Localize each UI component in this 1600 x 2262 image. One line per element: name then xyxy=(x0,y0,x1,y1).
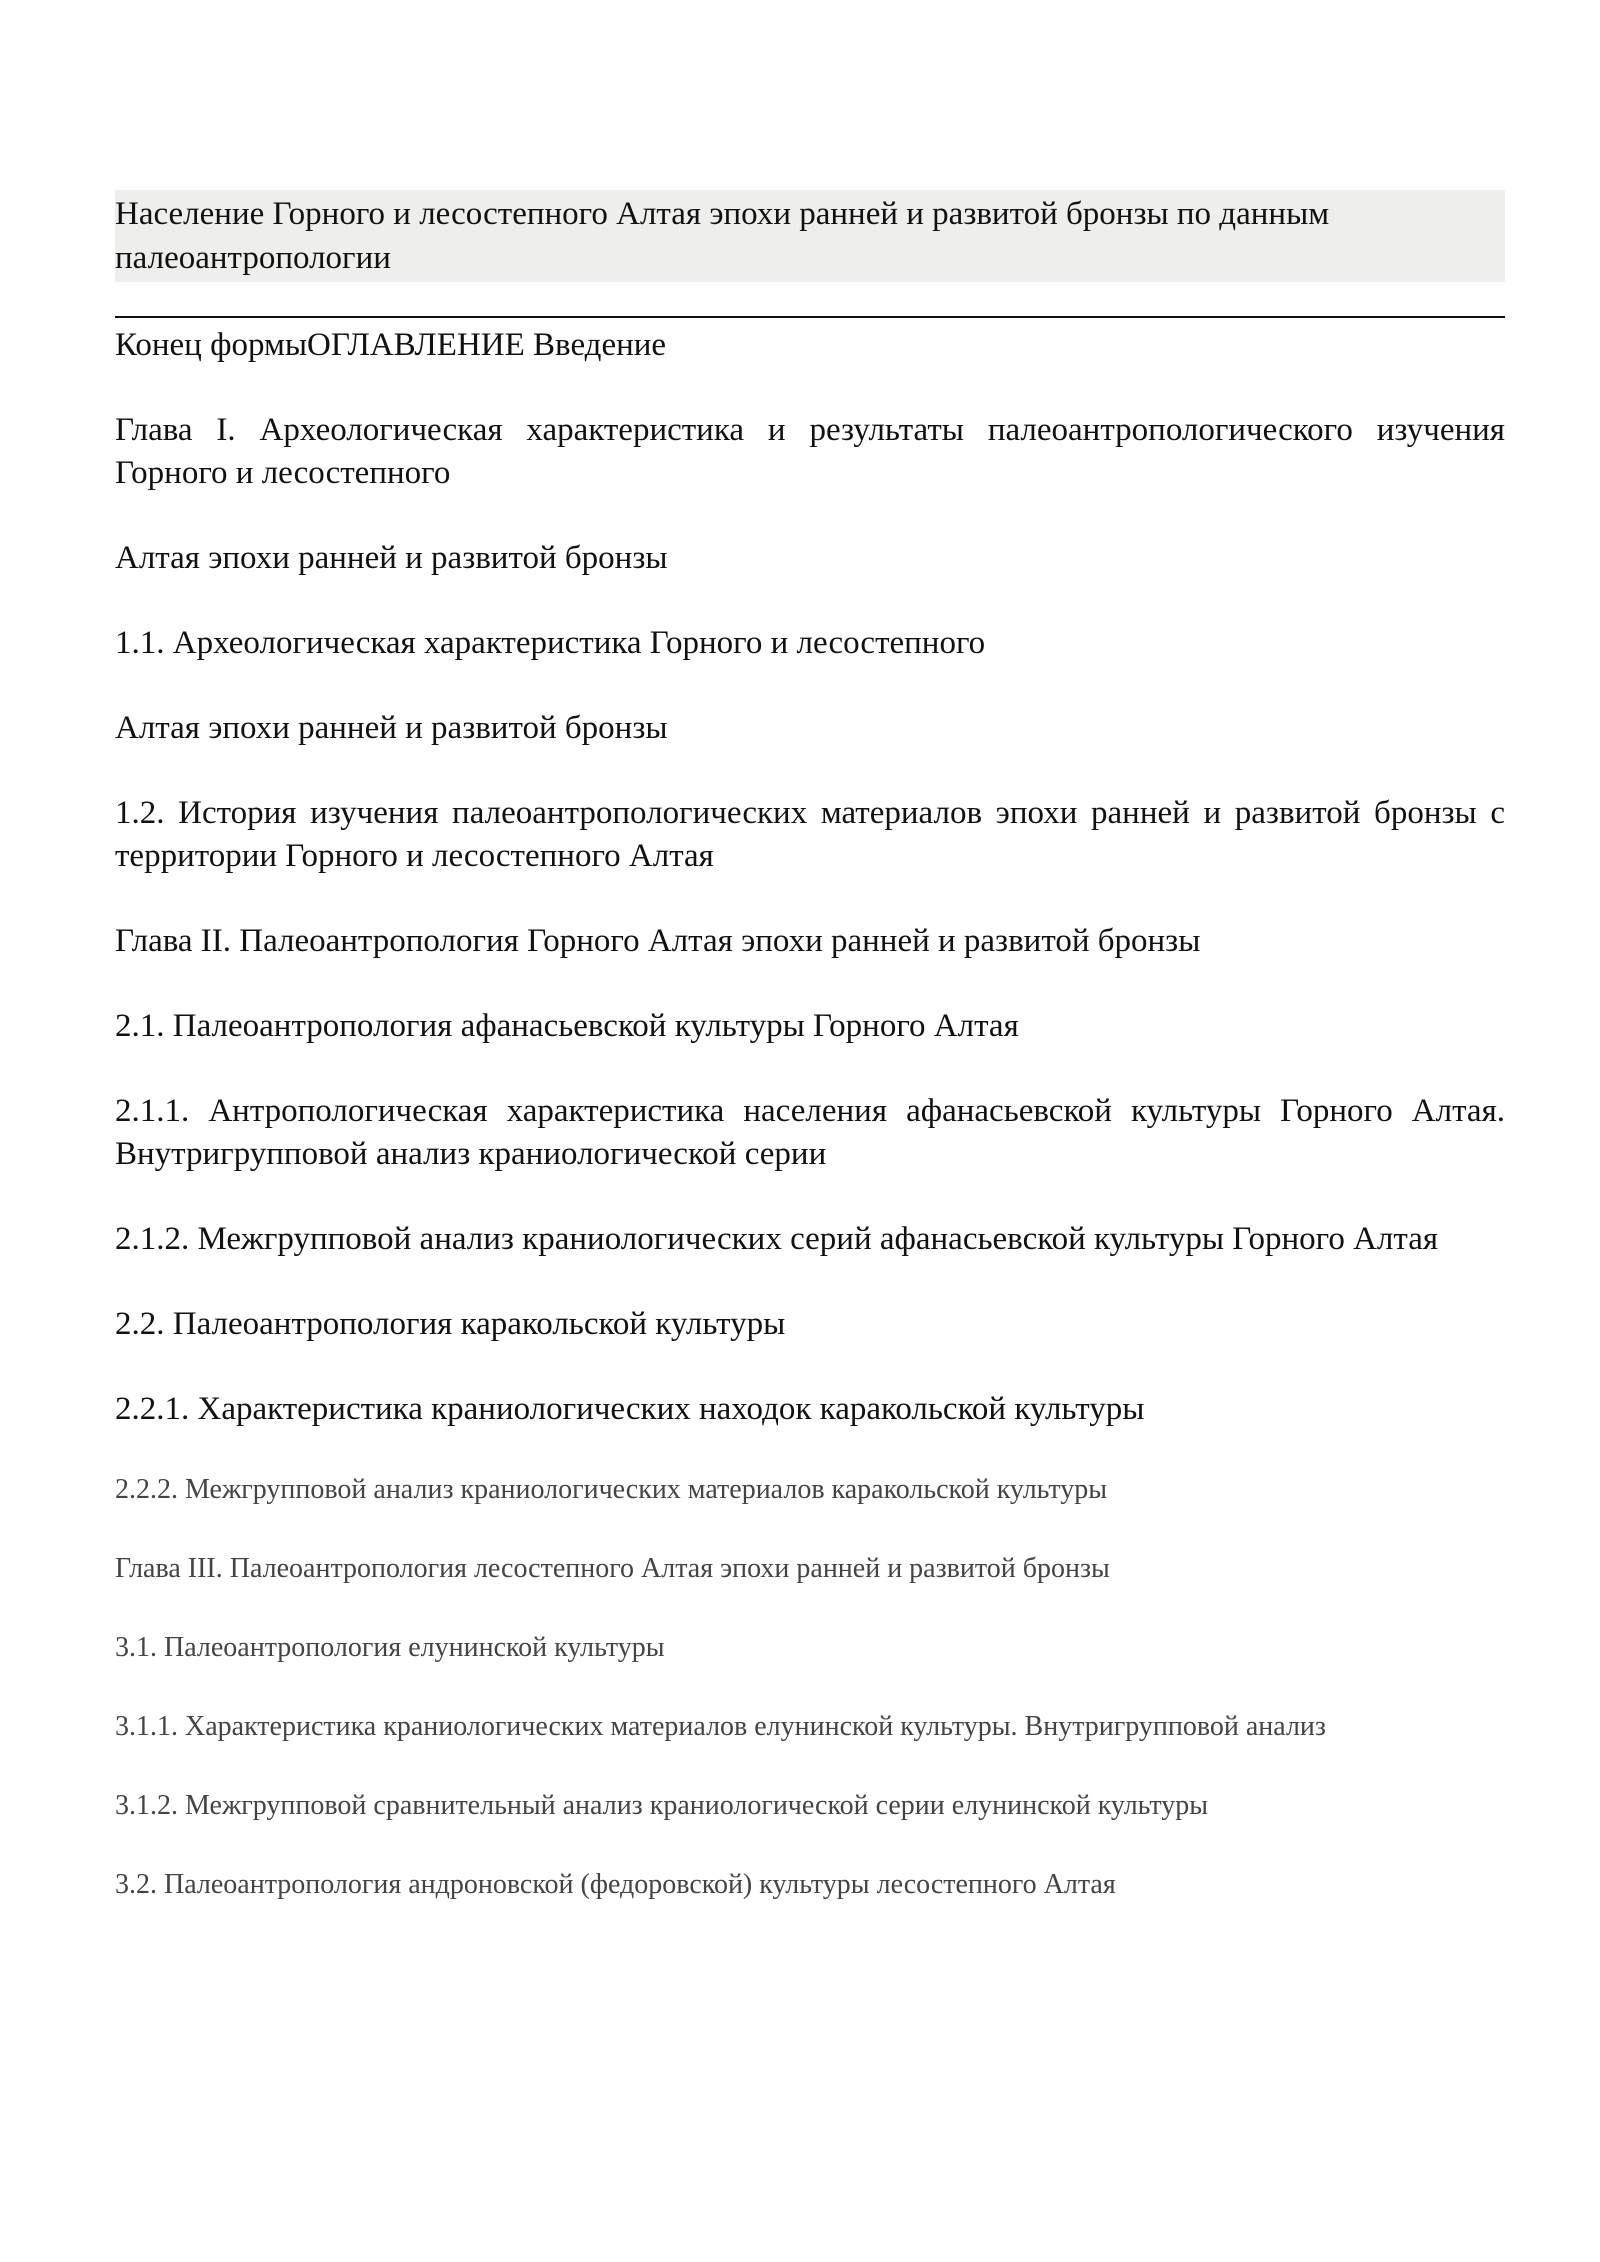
toc-item-2-1-1[interactable]: 2.1.1. Антропологическая характеристика населения афанасьевской культуры Горного Алтая. Внутригрупповой анализ краниологической серии xyxy=(115,1093,1505,1172)
toc-item-1-1[interactable]: 1.1. Археологическая характеристика Горного и лесостепного xyxy=(115,625,986,661)
toc-item-2-2-2[interactable]: 2.2.2. Межгрупповой анализ краниологических материалов каракольской культуры xyxy=(115,1474,1108,1505)
toc-item-chapter-1[interactable]: Глава I. Археологическая характеристика и результаты палеоантропологического изучения Горного и лесостепного xyxy=(115,412,1505,491)
toc-item-chapter-2[interactable]: Глава II. Палеоантропология Горного Алтая эпохи ранней и развитой бронзы xyxy=(115,923,1201,959)
toc-item-chapter-1-cont[interactable]: Алтая эпохи ранней и развитой бронзы xyxy=(115,540,668,576)
toc-header xyxy=(115,324,1505,367)
toc-item-chapter-3[interactable]: Глава III. Палеоантропология лесостепного Алтая эпохи ранней и развитой бронзы xyxy=(115,1553,1110,1584)
toc-item-3-1[interactable]: 3.1. Палеоантропология елунинской культуры xyxy=(115,1632,665,1663)
toc-item-2-1-2[interactable]: 2.1.2. Межгрупповой анализ краниологических серий афанасьевской культуры Горного Алтая xyxy=(115,1221,1439,1257)
toc-header-line xyxy=(115,327,525,363)
form-end-label: Конец формы xyxy=(115,327,308,363)
toc-intro-link[interactable]: Введение xyxy=(533,327,667,363)
toc-item-3-1-1[interactable]: 3.1.1. Характеристика краниологических материалов елунинской культуры. Внутригрупповой анализ xyxy=(115,1711,1326,1742)
toc-item-3-2[interactable]: 3.2. Палеоантропология андроновской (федоровской) культуры лесостепного Алтая xyxy=(115,1869,1116,1900)
table-of-contents xyxy=(115,409,1505,1902)
toc-item-1-2[interactable]: 1.2. История изучения палеоантропологических материалов эпохи ранней и развитой бронзы с территории Горного и лесостепного Алтая xyxy=(115,795,1505,874)
toc-item-2-2-1[interactable]: 2.2.1. Характеристика краниологических находок каракольской культуры xyxy=(115,1391,1145,1427)
toc-item-2-2[interactable]: 2.2. Палеоантропология каракольской культуры xyxy=(115,1306,786,1342)
document-title: Население Горного и лесостепного Алтая эпохи ранней и развитой бронзы по данным палеоантропологии xyxy=(115,190,1505,282)
toc-heading: ОГЛАВЛЕНИЕ xyxy=(307,327,525,363)
toc-item-3-1-2[interactable]: 3.1.2. Межгрупповой сравнительный анализ краниологической серии елунинской культуры xyxy=(115,1790,1209,1821)
toc-item-2-1[interactable]: 2.1. Палеоантропология афанасьевской культуры Горного Алтая xyxy=(115,1008,1019,1044)
toc-item-1-1-cont[interactable]: Алтая эпохи ранней и развитой бронзы xyxy=(115,710,668,746)
title-divider xyxy=(115,316,1505,318)
document-content xyxy=(115,190,1505,1902)
